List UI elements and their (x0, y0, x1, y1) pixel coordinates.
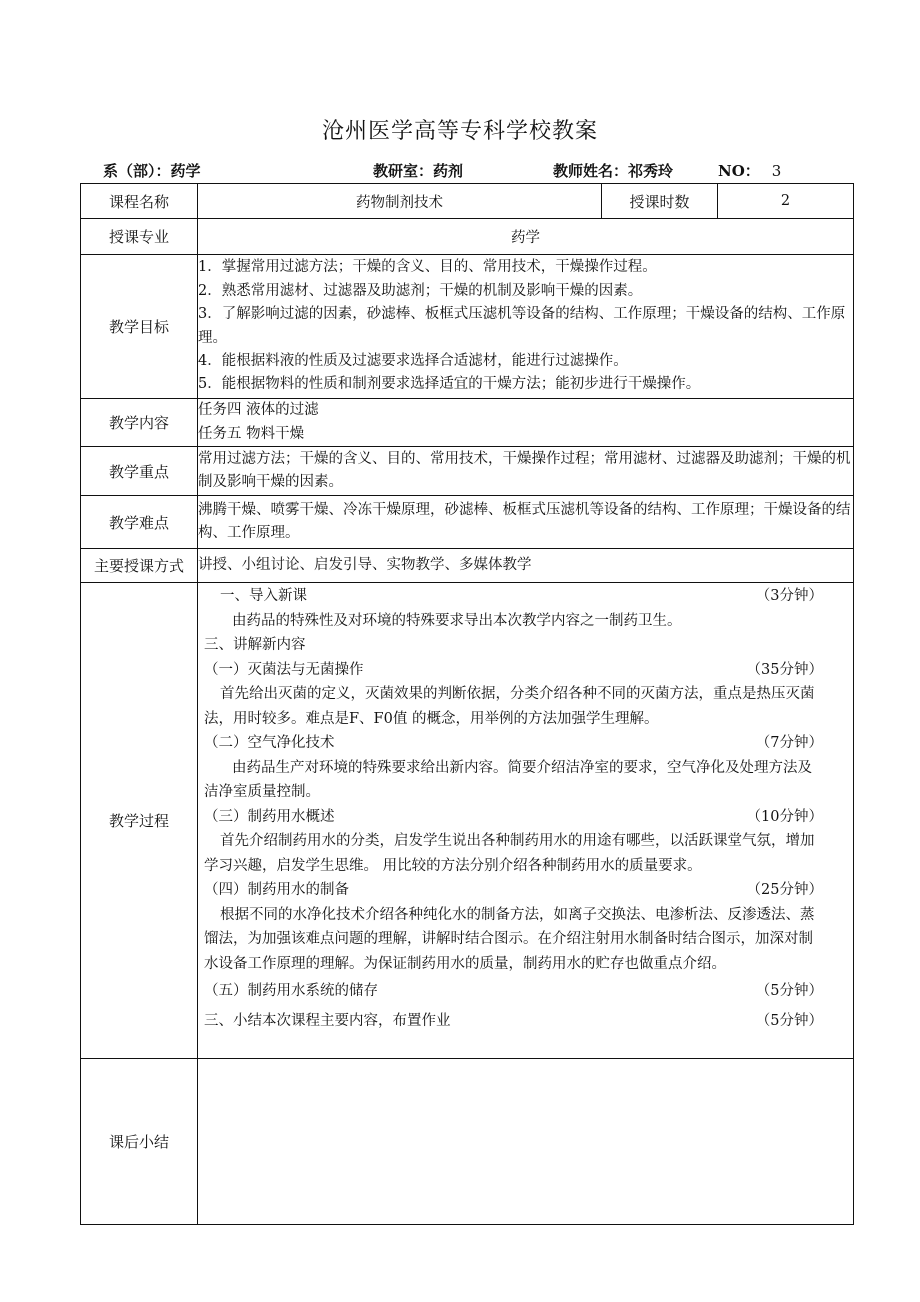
section-4 (204, 878, 823, 903)
intro-text: 由药品的特殊性及对环境的特殊要求导出本次教学内容之一制药卫生。 (232, 612, 682, 629)
process-row (81, 583, 854, 1059)
after-class-row (81, 1059, 854, 1225)
summary (204, 1009, 823, 1034)
content-list (198, 399, 854, 447)
goal-item: 4．能根据料液的性质及过滤要求选择合适滤材，能进行过滤操作。 (198, 352, 628, 369)
method-label: 主要授课方式 (81, 549, 198, 583)
difficulty-label: 教学难点 (81, 496, 198, 549)
section-2-heading: （二）空气净化技术 (204, 735, 335, 751)
section-3-text: 首先介绍制药用水的分类，启发学生说出各种制药用水的用途有哪些，以活跃课堂气氛，增加学习兴趣，启发学生思维。 用比较的方法分别介绍各种制药用水的质量要求。 (204, 833, 815, 874)
key-points-text: 常用过滤方法；干燥的含义、目的、常用技术，干燥操作过程；常用滤材、过滤器及助滤剂；干燥的机制及影响干燥的因素。 (198, 447, 854, 496)
key-points-label: 教学重点 (81, 447, 198, 496)
goal-item: 2．熟悉常用滤材、过滤器及助滤剂；干燥的机制及影响干燥的因素。 (198, 282, 643, 299)
section-2 (204, 731, 823, 756)
difficulty-text: 沸腾干燥、喷雾干燥、冷冻干燥原理，砂滤棒、板框式压滤机等设备的结构、工作原理；干燥设备的结构、工作原理。 (198, 496, 854, 549)
section-2-text: 由药品生产对环境的特殊要求给出新内容。简要介绍洁净室的要求，空气净化及处理方法及洁净室质量控制。 (204, 759, 812, 800)
method-row (81, 549, 854, 583)
course-row (81, 184, 854, 219)
after-class-label: 课后小结 (81, 1059, 198, 1225)
goals-list (198, 255, 854, 399)
lesson-number-label: NO： (718, 162, 760, 180)
content-row (81, 399, 854, 447)
section-2-time: （7分钟） (755, 735, 823, 751)
process-intro (204, 584, 823, 609)
key-points-row (81, 447, 854, 496)
course-value: 药物制剂技术 (198, 184, 602, 219)
section-5-heading: （五）制药用水系统的储存 (204, 983, 378, 999)
summary-heading: 三、小结本次课程主要内容，布置作业 (204, 1012, 451, 1029)
lesson-number-value: 3 (771, 162, 782, 180)
summary-time: （5分钟） (755, 1012, 823, 1029)
teaching-room: 教研室：药剂 (373, 162, 464, 180)
content-item: 任务五 物料干燥 (198, 425, 305, 442)
method-text: 讲授、小组讨论、启发引导、实物教学、多媒体教学 (198, 549, 854, 583)
goals-label: 教学目标 (81, 255, 198, 399)
lesson-number (718, 160, 781, 181)
major-value: 药学 (198, 219, 854, 255)
section-5 (204, 979, 823, 1004)
section-3-time: （10分钟） (746, 808, 823, 825)
content-label: 教学内容 (81, 399, 198, 447)
course-label: 课程名称 (81, 184, 198, 219)
section-3 (204, 805, 823, 830)
section-1 (204, 658, 823, 683)
goal-item: 3．了解影响过滤的因素，砂滤棒、板框式压滤机等设备的结构、工作原理；干燥设备的结构、工作原理。 (198, 306, 846, 346)
hours-value: 2 (718, 184, 854, 219)
section-4-time: （25分钟） (746, 882, 823, 898)
section-5-time: （5分钟） (755, 983, 823, 999)
teacher-name: 教师姓名：祁秀玲 (553, 162, 674, 180)
major-row (81, 219, 854, 255)
goals-row (81, 255, 854, 399)
section-1-text: 首先给出灭菌的定义，灭菌效果的判断依据，分类介绍各种不同的灭菌方法，重点是热压灭菌法，用时较多。难点是F、F0值 的概念，用举例的方法加强学生理解。 (204, 686, 815, 727)
after-class-content (198, 1059, 854, 1225)
section-4-heading: （四）制药用水的制备 (204, 882, 349, 898)
page-title: 沧州医学高等专科学校教案 (321, 119, 598, 144)
hours-label: 授课时数 (602, 184, 718, 219)
new-content-heading: 三、讲解新内容 (204, 637, 306, 653)
goal-item: 5．能根据物料的性质和制剂要求选择适宜的干燥方法；能初步进行干燥操作。 (198, 376, 701, 393)
intro-heading: 一、导入新课 (220, 588, 307, 604)
section-3-heading: （三）制药用水概述 (204, 808, 335, 825)
difficulty-row (81, 496, 854, 549)
section-1-heading: （一）灭菌法与无菌操作 (204, 661, 364, 678)
process-content (198, 583, 854, 1059)
section-4-text: 根据不同的水净化技术介绍各种纯化水的制备方法，如离子交换法、电渗析法、反渗透法、蒸馏法，为加强该难点问题的理解，讲解时结合图示。在介绍注射用水制备时结合图示，加深对制水设备工作原理的理解。为保证制药用水的质量，制药用水的贮存也做重点介绍。 (204, 906, 815, 972)
goal-item: 1．掌握常用过滤方法；干燥的含义、目的、常用技术，干燥操作过程。 (198, 259, 657, 276)
lesson-plan-table (80, 183, 854, 1225)
major-label: 授课专业 (81, 219, 198, 255)
content-item: 任务四 液体的过滤 (198, 402, 319, 419)
intro-time: （3分钟） (755, 588, 823, 604)
process-label: 教学过程 (81, 583, 198, 1059)
section-1-time: （35分钟） (746, 661, 823, 678)
department: 系（部）：药学 (103, 162, 201, 180)
